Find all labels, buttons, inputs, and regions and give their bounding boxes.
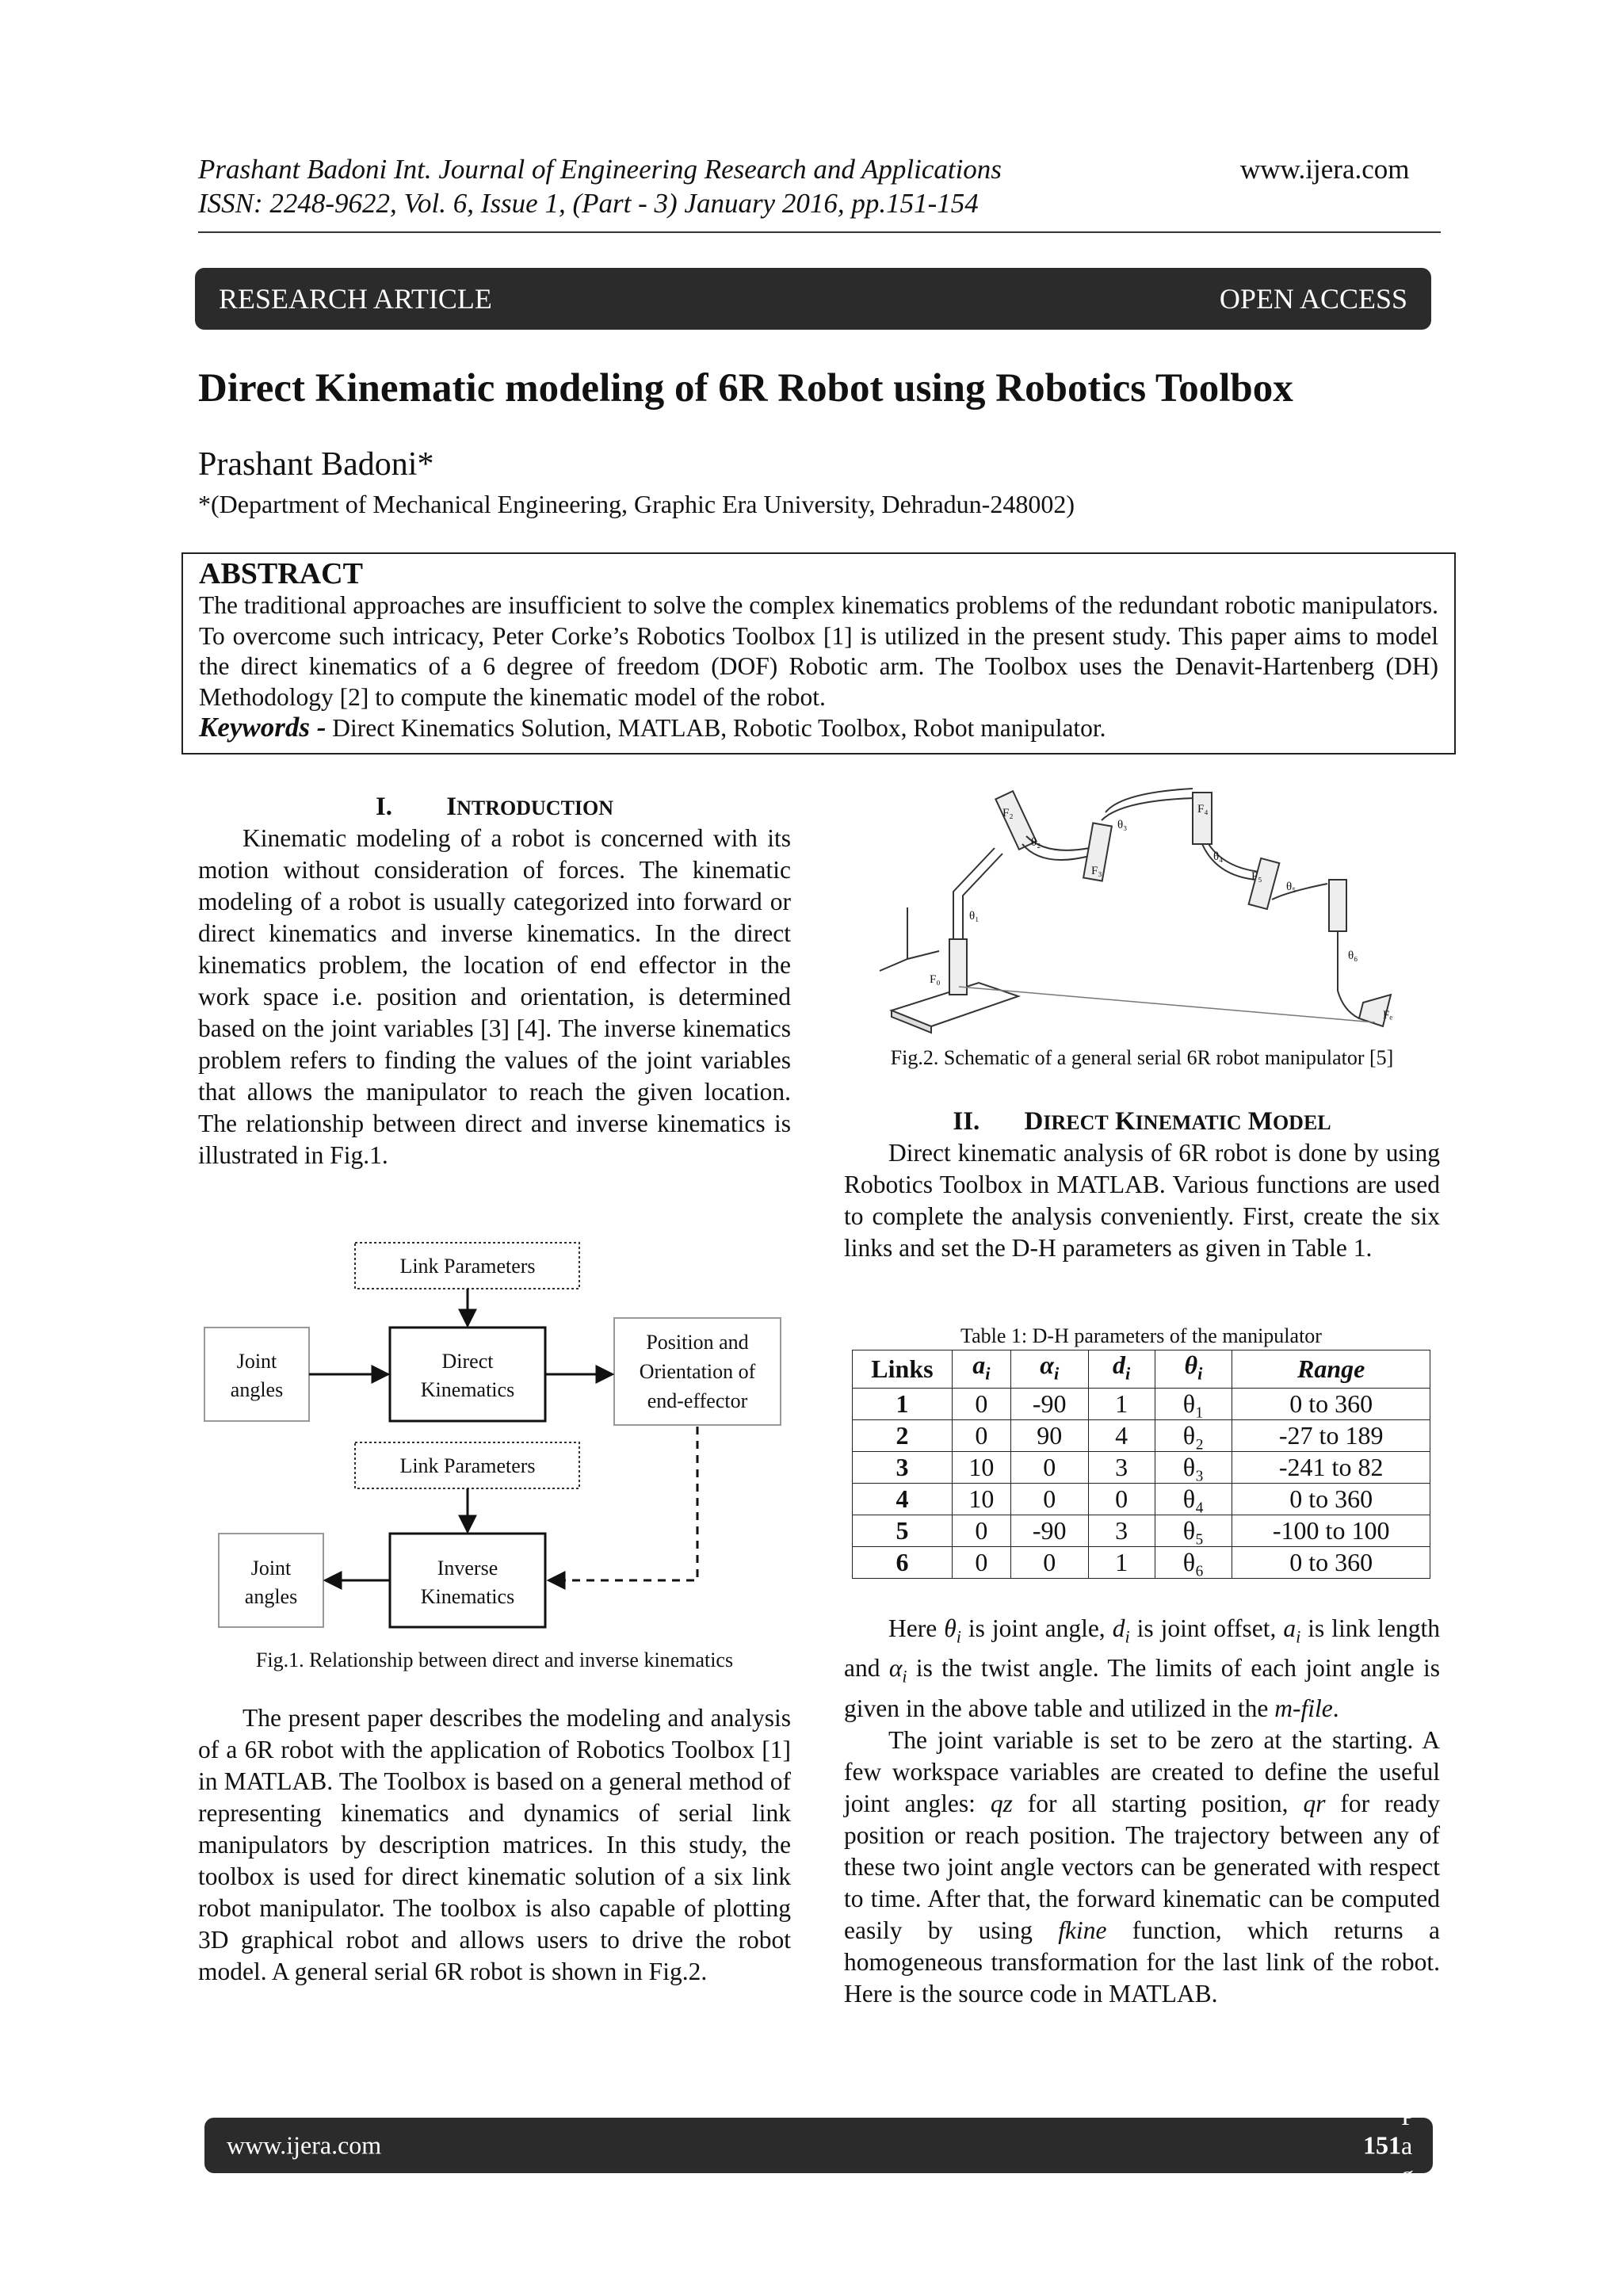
link-6 [1338, 931, 1359, 1018]
joint-angles-top-box [204, 1328, 309, 1421]
link-1 [953, 848, 1002, 939]
label-t2: θ₂ [1031, 836, 1041, 849]
label-t4: θ₄ [1213, 850, 1224, 863]
fig1-inverse-2: Kinematics [420, 1585, 515, 1608]
article-banner [195, 268, 1431, 330]
inverse-kinematics-box [390, 1534, 545, 1627]
table-row: 6 0 0 1 θ₆ 0 to 360 [853, 1547, 1430, 1579]
joint-1-column [949, 939, 967, 995]
section-2-text-3: The joint variable is set to be zero at the starting. A few workspace variables are created to define the useful joint angles: qz for all starting position, qr for ready position or reach position. The trajectory between any of these two joint angle vectors can be generated with respect to time. After that, the forward kinematic can be computed easily by using fkine function, which returns a homogeneous transformation for the last link of the robot. Here is the source code in MATLAB. [844, 1725, 1441, 2008]
section-2-text-1: Direct kinematic analysis of 6R robot is done by using Robotics Toolbox in MATLAB. Various functions are used to complete the analysis conveniently. First, create the six links and set the D-H parameters as given in Table 1. [844, 1139, 1440, 1262]
fig1-joint-bottom-1: Joint [250, 1557, 292, 1580]
fig1-pos-3: end-effector [647, 1389, 748, 1412]
section-1-title: INTRODUCTION [446, 793, 614, 821]
label-t3: θ₃ [1117, 819, 1128, 831]
label-t5: θ₅ [1286, 881, 1296, 893]
page-label: | P a g e [1401, 2072, 1415, 2218]
intro-text-2: The present paper describes the modeling and analysis of a 6R robot with the application of Robotics Toolbox [1] in MATLAB. The Toolbox is based on a general method of representing kinematics and dynamics of serial link manipulators by description matrices. In this study, the toolbox is used for direct kinematic solution of a six link robot manipulator. The toolbox is also capable of plotting 3D graphical robot and allows users to drive the robot model. A general serial 6R robot is shown in Fig.2. [198, 1704, 791, 1985]
dashed-feedback-path [548, 1427, 697, 1580]
table-row: 4 10 0 0 θ₄ 0 to 360 [853, 1484, 1430, 1515]
col-alpha: $\alpha_i$ [1010, 1350, 1088, 1389]
joint-6-cylinder [1329, 880, 1346, 931]
fig1-diagram [190, 1228, 800, 1641]
author-name: Prashant Badoni* [198, 446, 434, 483]
joint-5-cylinder [1249, 858, 1280, 909]
journal-line: Prashant Badoni Int. Journal of Engineering Research and Applications [198, 154, 1002, 185]
open-access-label: OPEN ACCESS [1219, 283, 1407, 315]
fig2-caption: Fig.2. Schematic of a general serial 6R robot manipulator [5] [890, 1046, 1394, 1069]
fig1-direct-1: Direct [441, 1350, 494, 1373]
header-rule [198, 231, 1441, 233]
section-2-heading [844, 1106, 1440, 1139]
table-row: 3 10 0 3 θ₃ -241 to 82 [853, 1452, 1430, 1484]
col-theta: $\theta_i$ [1155, 1350, 1232, 1389]
paper-title: Direct Kinematic modeling of 6R Robot using Robotics Toolbox [198, 366, 1293, 411]
keywords-line [199, 712, 1438, 743]
table-header-row [853, 1350, 1430, 1389]
fig1-caption: Fig.1. Relationship between direct and inverse kinematics [255, 1648, 734, 1671]
footer-bar [204, 2072, 1433, 2218]
fig1-direct-2: Kinematics [420, 1378, 515, 1401]
fig1-joint-bottom-2: angles [244, 1585, 298, 1608]
joint-4-cylinder [1193, 793, 1212, 844]
link-5 [1272, 884, 1327, 900]
intro-paragraph-2 [198, 1702, 791, 1988]
col-links: Links [853, 1350, 953, 1389]
joint-2-cylinder [995, 791, 1036, 850]
table-row: 1 0 -90 1 θ₁ 0 to 360 [853, 1389, 1430, 1420]
author-affiliation: *(Department of Mechanical Engineering, Graphic Era University, Dehradun-248002) [198, 490, 1075, 518]
label-fe: Fₑ [1383, 1009, 1393, 1022]
fig2-robot-schematic [876, 781, 1430, 1038]
footer-website[interactable]: www.ijera.com [227, 2130, 382, 2160]
intro-text-1: Kinematic modeling of a robot is concerned with its motion without consideration of forces. The kinematic modeling of a robot is usually categorized into forward or direct kinematics and inverse kinematics. In the direct kinematics problem, the location of end effector in the work space i.e. position and orientation, is determined based on the joint variables [3] [4]. The inverse kinematics problem refers to finding the values of the joint variables that allows the manipulator to reach the given location. The relationship between direct and inverse kinematics is illustrated in Fig.1. [198, 824, 791, 1169]
table-row: 5 0 -90 3 θ₅ -100 to 100 [853, 1515, 1430, 1547]
fig1-pos-2: Orientation of [639, 1360, 756, 1383]
col-a: $a_i$ [952, 1350, 1010, 1389]
keywords-text: Direct Kinematics Solution, MATLAB, Robotic Toolbox, Robot manipulator. [326, 714, 1106, 742]
direct-kinematics-box [390, 1328, 545, 1421]
section-2-paragraph-1 [844, 1137, 1440, 1264]
dh-parameter-table [852, 1350, 1430, 1579]
label-t1: θ₁ [969, 910, 980, 923]
section-1-number: I. [375, 793, 393, 821]
label-f5: F₅ [1251, 870, 1262, 883]
abstract-text: The traditional approaches are insufficient to solve the complex kinematics problems of the redundant robotic manipulators. To overcome such intricacy, Peter Corke’s Robotics Toolbox [1] is utilized in the present study. This paper aims to model the direct kinematics of a 6 degree of freedom (DOF) Robotic arm. The Toolbox uses the Denavit-Hartenberg (DH) Methodology [2] to compute the kinematic model of the robot. [199, 591, 1438, 711]
fig1-pos-1: Position and [646, 1331, 749, 1354]
intro-paragraph-1 [198, 823, 791, 1171]
label-f2: F₂ [1002, 807, 1014, 819]
label-f4: F₄ [1197, 803, 1209, 816]
footer-page [1363, 2072, 1415, 2218]
abstract-box [181, 552, 1456, 755]
fig1-joint-top-2: angles [230, 1378, 284, 1401]
issn-line: ISSN: 2248-9622, Vol. 6, Issue 1, (Part - 3) January 2016, pp.151-154 [198, 188, 979, 219]
journal-website[interactable]: www.ijera.com [1240, 154, 1410, 185]
research-article-label: RESEARCH ARTICLE [219, 283, 492, 315]
label-f3: F₃ [1091, 865, 1102, 877]
fig1-link-params-bottom: Link Parameters [399, 1454, 536, 1477]
label-t6: θ₆ [1348, 949, 1358, 962]
table-row: 2 0 90 4 θ₂ -27 to 189 [853, 1420, 1430, 1452]
col-d: $d_i$ [1088, 1350, 1155, 1389]
link-3 [1102, 789, 1194, 820]
fig1-inverse-1: Inverse [437, 1557, 498, 1580]
keywords-label: Keywords - [199, 712, 327, 743]
fig1-link-params-top: Link Parameters [399, 1255, 536, 1278]
col-range: Range [1232, 1350, 1430, 1389]
fig1-joint-top-1: Joint [236, 1350, 277, 1373]
joint-angles-bottom-box [219, 1534, 323, 1627]
section-2-text-2: Here $\theta_i$ is joint angle, $d_i$ is joint offset, $a_i$ is link length and $\alpha_i$ is the twist angle. The limits of each joint angle is given in the above table and utilized in the m-file. [844, 1614, 1441, 1722]
section-2-title: DIRECT KINEMATIC MODEL [1024, 1107, 1331, 1136]
label-f0: F₀ [930, 973, 941, 986]
section-2-paragraph-2 [844, 1613, 1440, 2010]
page-number: 151 [1363, 2130, 1401, 2160]
abstract-heading: ABSTRACT [199, 557, 363, 590]
section-2-number: II. [953, 1107, 980, 1136]
table-1-caption: Table 1: D-H parameters of the manipulator [960, 1324, 1322, 1347]
section-1-heading [198, 791, 791, 824]
